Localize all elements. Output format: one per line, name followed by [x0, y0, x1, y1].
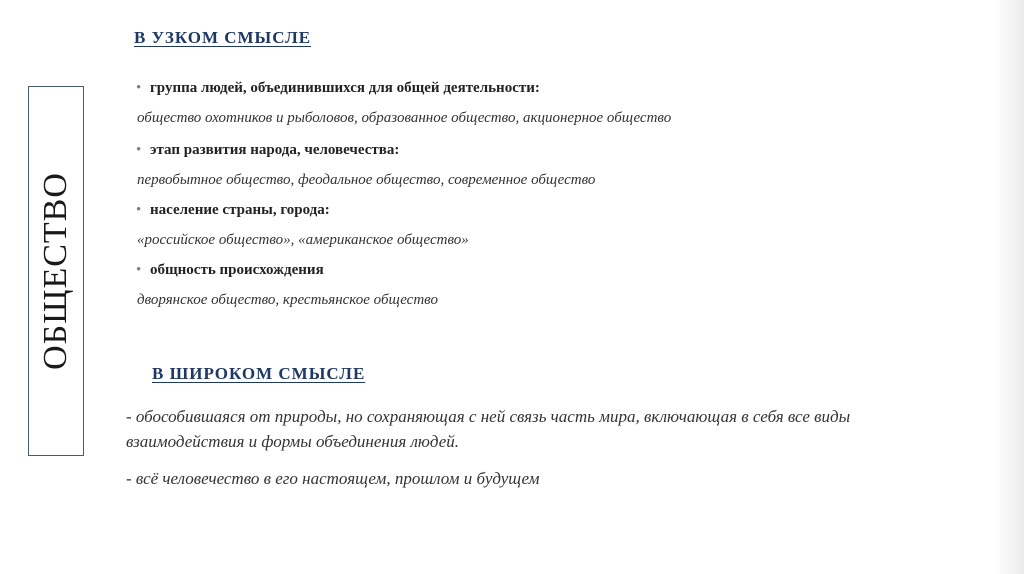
vertical-title-box [28, 86, 84, 456]
bullet-icon: • [136, 142, 142, 158]
example-line-1: общество охотников и рыболовов, образованное общество, акционерное общество [137, 110, 672, 126]
bullet-item-2 [136, 142, 399, 159]
bullet-icon: • [136, 262, 142, 278]
bullet-item-4 [136, 262, 324, 279]
definition-2: - всё человечество в его настоящем, прошлом и будущем [126, 469, 540, 488]
edge-shadow [994, 0, 1024, 574]
wide-sense-heading: В ШИРОКОМ СМЫСЛЕ [152, 364, 366, 383]
bullet-item-3 [136, 202, 330, 219]
narrow-sense-heading: В УЗКОМ СМЫСЛЕ [134, 28, 312, 47]
bullet-label: группа людей, объединившихся для общей деятельности: [150, 80, 540, 96]
example-line-4: дворянское общество, крестьянское общество [137, 292, 438, 308]
bullet-label: общность происхождения [150, 262, 324, 278]
vertical-title: ОБЩЕСТВО [37, 172, 74, 370]
example-line-2: первобытное общество, феодальное общество, современное общество [137, 172, 596, 188]
bullet-icon: • [136, 202, 142, 218]
bullet-icon: • [136, 80, 142, 96]
definition-1: - обособившаяся от природы, но сохраняющая с ней связь часть мира, включающая в себя все виды взаимодействия и формы объединения людей. [126, 407, 851, 451]
bullet-item-1 [136, 80, 540, 97]
bullet-label: этап развития народа, человечества: [150, 142, 400, 158]
bullet-label: население страны, города: [150, 202, 330, 218]
example-line-3: «российское общество», «американское общество» [137, 232, 469, 248]
